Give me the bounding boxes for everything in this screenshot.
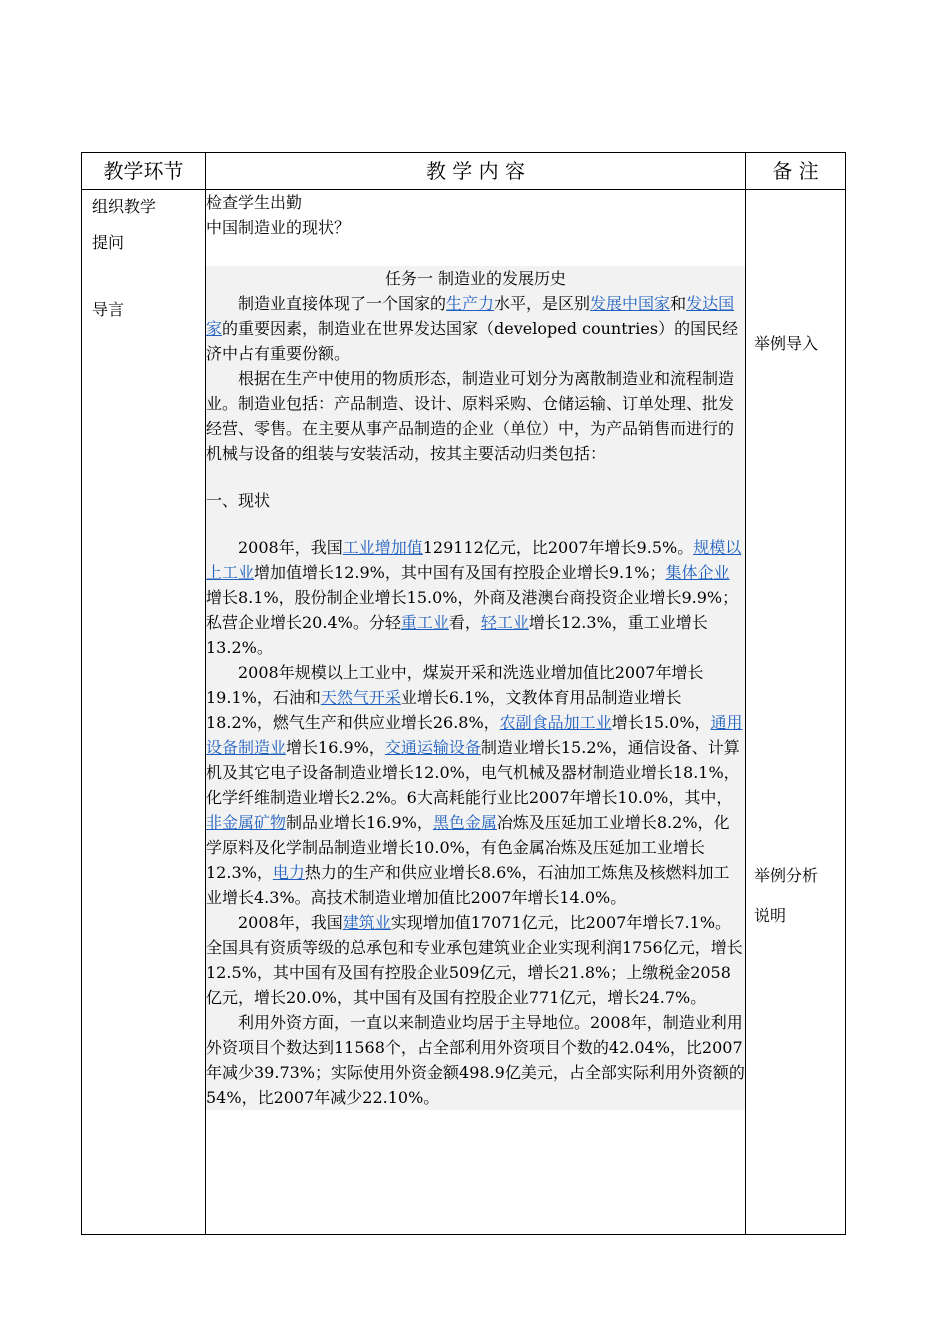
paragraph-6: 利用外资方面，一直以来制造业均居于主导地位。2008年，制造业利用外资项目个数达到11568个，占全部利用外资项目个数的42.04%，比2007年减少39.73%；实际使用外资金额498.9亿美元，占全部实际利用外资额的54%，比2007年减少22.10%。: [206, 1013, 745, 1107]
link-light-industry[interactable]: 轻工业: [480, 613, 529, 632]
note-explanation: 说明: [754, 906, 787, 925]
link-heavy-industry[interactable]: 重工业: [400, 613, 449, 632]
link-agri-food-processing[interactable]: 农副食品加工业: [499, 713, 612, 732]
content-line-question: 中国制造业的现状？: [206, 218, 351, 237]
stage-organize: 组织教学: [92, 197, 157, 216]
paragraph-5: 2008年，我国建筑业实现增加值17071亿元，比2007年增长7.1%。全国具有资质等级的总承包和专业承包建筑业企业实现利润1756亿元，增长12.5%，其中国有及国有控股企业509亿元，增长21.8%；上缴税金2058亿元，增长20.0%，其中国有及国有控股企业771亿元，增长24.7%。: [206, 913, 743, 1007]
task-title: 任务一 制造业的发展历史: [384, 269, 567, 288]
stage-cell: [82, 190, 206, 1235]
paragraph-1: 制造业直接体现了一个国家的生产力水平，是区别发展中国家和发达国家的重要因素，制造业在世界发达国家（developed countries）的国民经济中占有重要份额。: [206, 294, 739, 363]
shaded-block: [206, 266, 745, 1110]
notes-cell: [746, 190, 846, 1235]
note-example-intro: 举例导入: [754, 334, 819, 353]
link-collective-enterprise[interactable]: 集体企业: [665, 563, 730, 582]
section-heading: 一、现状: [206, 491, 271, 510]
link-transport-equipment[interactable]: 交通运输设备: [384, 738, 481, 757]
header-notes: 备 注: [746, 153, 846, 190]
link-natural-gas[interactable]: 天然气开采: [320, 688, 401, 707]
paragraph-3: 2008年，我国工业增加值129112亿元，比2007年增长9.5%。规模以上工业增加值增长12.9%，其中国有及国有控股企业增长9.1%；集体企业增长8.1%，股份制企业增长15.0%，外商及港澳台商投资企业增长9.9%；私营企业增长20.4%。分轻重工业看，轻工业增长12.3%，重工业增长13.2%。: [206, 538, 742, 657]
header-stage: 教学环节: [82, 153, 206, 190]
link-above-scale-industry[interactable]: 规模以上工业: [206, 538, 742, 582]
link-developed-country[interactable]: 发达国家: [206, 294, 735, 338]
stage-question: 提问: [92, 233, 125, 252]
link-electric-power[interactable]: 电力: [272, 863, 305, 882]
link-productivity[interactable]: 生产力: [446, 294, 495, 313]
link-general-equipment[interactable]: 通用设备制造业: [206, 713, 743, 757]
link-construction[interactable]: 建筑业: [342, 913, 391, 932]
link-developing-country[interactable]: 发展中国家: [590, 294, 671, 313]
content-cell: [206, 190, 746, 1235]
header-row: [82, 153, 846, 190]
content-line-attendance: 检查学生出勤: [206, 193, 303, 212]
paragraph-2: 根据在生产中使用的物质形态，制造业可划分为离散制造业和流程制造业。制造业包括：产品制造、设计、原料采购、仓储运输、订单处理、批发经营、零售。在主要从事产品制造的企业（单位）中，为产品销售而进行的机械与设备的组装与安装活动，按其主要活动归类包括：: [206, 369, 735, 463]
link-ferrous-metals[interactable]: 黑色金属: [432, 813, 497, 832]
header-content: 教 学 内 容: [206, 153, 746, 190]
stage-intro: 导言: [92, 300, 125, 319]
link-nonmetal-minerals[interactable]: 非金属矿物: [206, 813, 287, 832]
note-example-analysis: 举例分析: [754, 866, 819, 885]
body-row: [82, 190, 846, 1235]
paragraph-4: 2008年规模以上工业中，煤炭开采和洗选业增加值比2007年增长19.1%，石油和天然气开采业增长6.1%，文教体育用品制造业增长18.2%，燃气生产和供应业增长26.8%，农副食品加工业增长15.0%，通用设备制造业增长16.9%，交通运输设备制造业增长15.2%，通信设备、计算机及其它电子设备制造业增长12.0%，电气机械及器材制造业增长18.1%，化学纤维制造业增长2.2%。6大高耗能行业比2007年增长10.0%，其中，非金属矿物制品业增长16.9%，黑色金属冶炼及压延加工业增长8.2%，化学原料及化学制品制造业增长10.0%，有色金属冶炼及压延加工业增长12.3%，电力热力的生产和供应业增长8.6%，石油加工炼焦及核燃料加工业增长4.3%。高技术制造业增加值比2007年增长14.0%。: [206, 663, 743, 907]
link-industrial-value-added[interactable]: 工业增加值: [342, 538, 423, 557]
lesson-plan-table: [81, 152, 846, 1235]
